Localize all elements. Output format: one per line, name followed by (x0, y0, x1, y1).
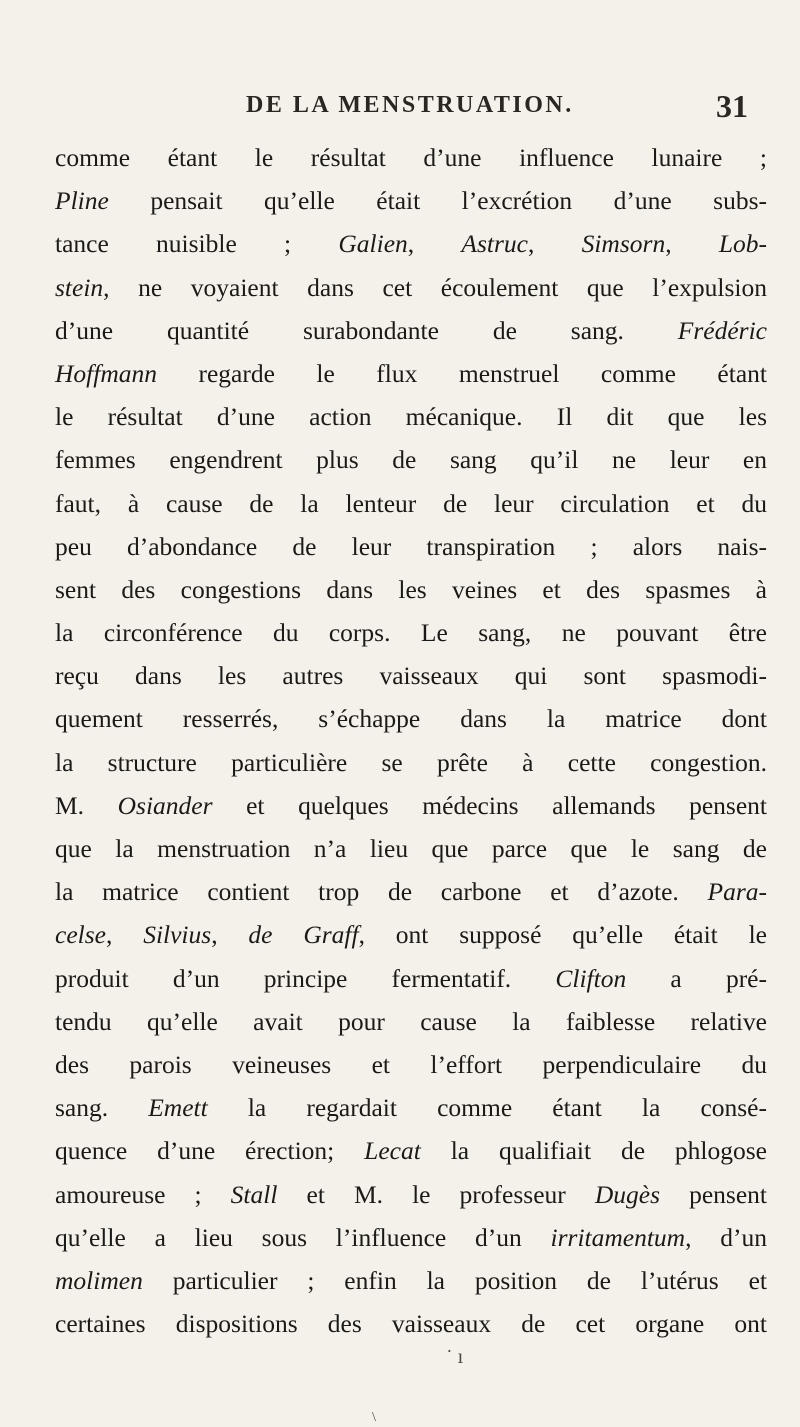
text-line (55, 784, 767, 827)
text-run: , (665, 229, 719, 259)
text-line (55, 438, 767, 481)
text-run: et quelques médecins allemands pensent (212, 790, 767, 820)
italic-name: Simsorn (581, 229, 666, 259)
text-line (55, 1000, 767, 1043)
italic-name: irritamentum (550, 1222, 686, 1252)
text-run: la qualifiait de phlogose (420, 1136, 767, 1166)
text-line (55, 654, 767, 697)
text-run: , (105, 920, 144, 950)
text-run: que la menstruation n’a lieu que parce que le sang de (55, 834, 767, 863)
text-run: qu’elle a lieu sous l’influence d’un (55, 1222, 551, 1252)
text-line (55, 913, 767, 956)
text-run: comme étant le résultat d’une influence lunaire ; (55, 143, 767, 172)
italic-name: Astruc (461, 229, 528, 259)
text-run: , (407, 229, 462, 259)
text-run: particulier ; enfin la position de l’utérus et (142, 1265, 767, 1295)
italic-name: Frédéric (677, 315, 767, 345)
text-run: pensait qu’elle était l’excrétion d’une subs- (108, 186, 767, 216)
ink-speck: \ (372, 1410, 376, 1425)
text-run: tance nuisible ; (55, 229, 339, 259)
text-line (55, 568, 767, 611)
italic-name: celse (55, 920, 106, 950)
text-run: femmes engendrent plus de sang qu’il ne leur en (55, 445, 767, 475)
italic-name: Galien (338, 229, 408, 259)
text-run: le résultat d’une action mécanique. Il dit que les (55, 402, 767, 432)
italic-name: Lecat (364, 1136, 421, 1166)
text-line (55, 395, 767, 438)
text-line (55, 1259, 767, 1302)
text-run: , ont supposé qu’elle était le (358, 920, 768, 950)
text-line (55, 1086, 767, 1129)
text-run: , (211, 920, 249, 950)
text-line (55, 1302, 767, 1345)
text-run: amoureuse ; (55, 1179, 231, 1209)
italic-name: Lob- (718, 229, 768, 259)
text-run: des parois veineuses et l’effort perpendiculaire du (55, 1049, 767, 1079)
text-run: pensent (660, 1179, 767, 1209)
text-run: quement resserrés, s’échappe dans la matrice dont (55, 704, 767, 734)
italic-name: Pline (55, 186, 109, 216)
text-run: et M. le professeur (277, 1179, 595, 1209)
italic-name: Silvius (143, 920, 212, 950)
italic-name: Emett (148, 1093, 208, 1123)
text-line (55, 1216, 767, 1259)
text-line (55, 827, 767, 870)
text-line (55, 1043, 767, 1086)
text-run: reçu dans les autres vaisseaux qui sont spasmodi- (55, 661, 767, 691)
italic-name: Dugès (594, 1179, 661, 1209)
text-line (55, 136, 767, 179)
text-line (55, 309, 767, 352)
text-line (55, 957, 767, 1000)
italic-name: Osiander (117, 790, 213, 820)
text-run: la circonférence du corps. Le sang, ne pouvant être (55, 618, 767, 648)
italic-name: Para- (707, 877, 767, 907)
text-run: tendu qu’elle avait pour cause la faiblesse relative (55, 1006, 767, 1036)
text-line (55, 1129, 767, 1172)
text-run: M. (55, 790, 118, 820)
italic-name: Stall (230, 1179, 278, 1209)
text-run: sent des congestions dans les veines et des spasmes à (55, 574, 767, 604)
text-run: la matrice contient trop de carbone et d’azote. (55, 877, 708, 907)
text-run: quence d’une érection; (55, 1136, 365, 1166)
text-run: , d’un (685, 1222, 767, 1252)
text-run: certaines dispositions des vaisseaux de cet organe ont (55, 1309, 767, 1339)
text-run: d’une quantité surabondante de sang. (55, 315, 678, 345)
text-run: la structure particulière se prête à cette congestion. (55, 747, 767, 777)
text-line (55, 352, 767, 395)
body-text (55, 136, 767, 1345)
text-run: la regardait comme étant la consé- (207, 1093, 767, 1123)
text-run: , (527, 229, 582, 259)
text-line (55, 611, 767, 654)
ink-speck: ˙ ı (446, 1346, 464, 1368)
text-line (55, 1173, 767, 1216)
italic-name: de Graff (248, 920, 359, 950)
italic-name: Hoffmann (55, 358, 157, 388)
text-line (55, 870, 767, 913)
page-number: 31 (716, 88, 748, 124)
text-line (55, 482, 767, 525)
text-run: regarde le flux menstruel comme étant (157, 358, 767, 388)
text-line (55, 179, 767, 222)
italic-name: molimen (55, 1265, 143, 1295)
text-run: , ne voyaient dans cet écoulement que l’expulsion (103, 272, 767, 302)
text-line (55, 266, 767, 309)
text-line (55, 697, 767, 740)
running-title: DE LA MENSTRUATION. (246, 92, 574, 118)
running-head (0, 88, 800, 132)
italic-name: Clifton (555, 963, 627, 993)
text-line (55, 525, 767, 568)
text-run: a pré- (626, 963, 767, 993)
text-run: sang. (55, 1093, 149, 1123)
text-line (55, 741, 767, 784)
text-run: faut, à cause de la lenteur de leur circulation et du (55, 488, 767, 518)
text-run: peu d’abondance de leur transpiration ; alors nais- (55, 531, 767, 561)
text-line (55, 222, 767, 265)
text-run: produit d’un principe fermentatif. (55, 963, 556, 993)
italic-name: stein (55, 272, 104, 302)
